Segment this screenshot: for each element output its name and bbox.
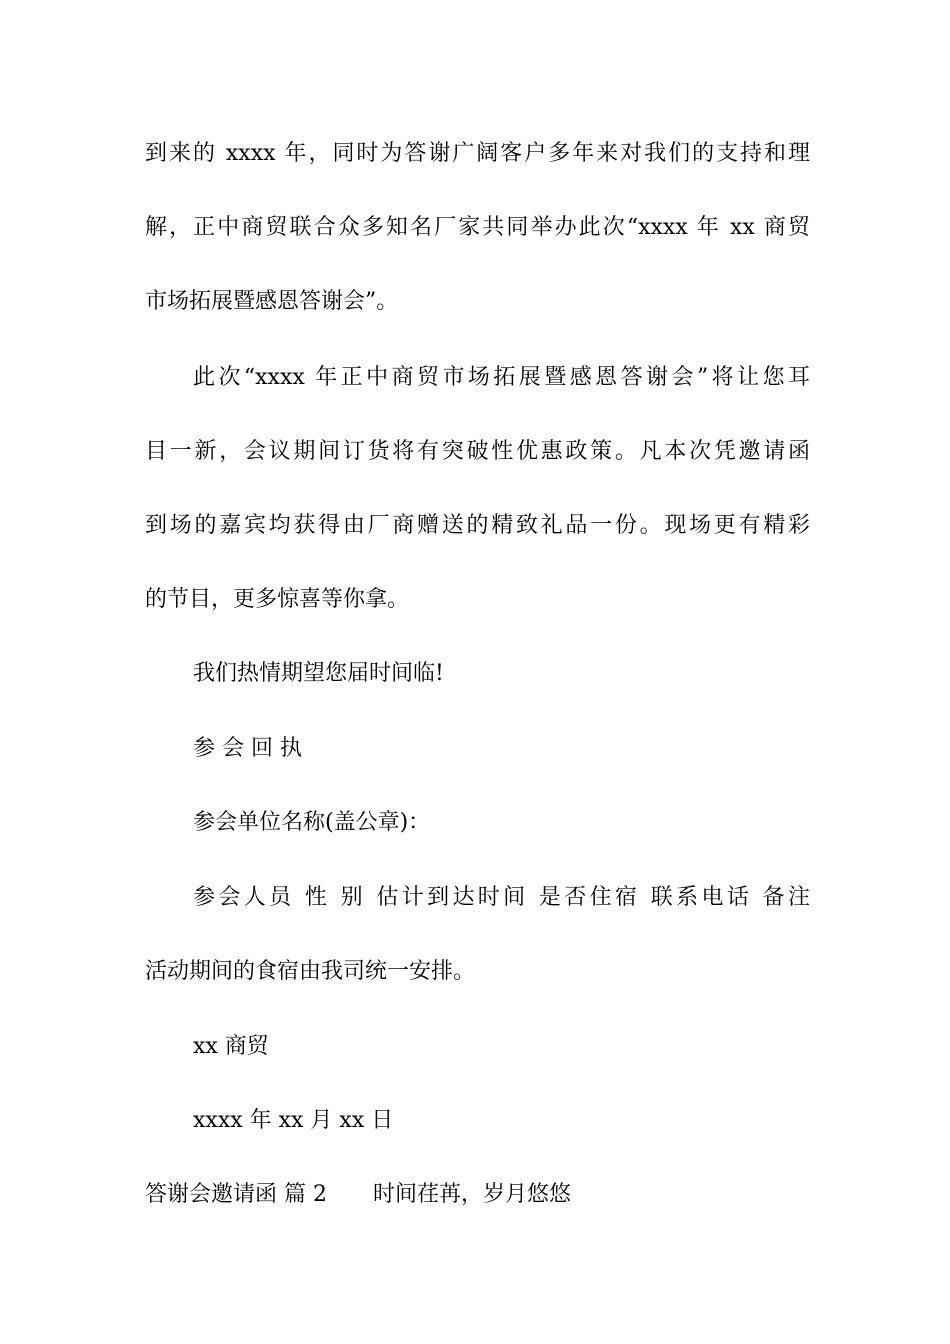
company-name-field: 参会单位名称(盖公章)： [193,810,431,835]
paragraph-2-line-1: 此次“xxxx 年正中商贸市场拓展暨感恩答谢会”将让您耳 [193,365,810,390]
paragraph-1-line-1: 到来的 xxxx 年，同时为答谢广阔客户多年来对我们的支持和理 [145,141,810,166]
paragraph-2-line-4: 的节目，更多惊喜等你拿。 [145,587,410,612]
letter-date: xxxx 年 xx 月 xx 日 [193,1108,394,1133]
paragraph-1-line-3: 市场拓展暨感恩答谢会”。 [145,289,399,314]
paragraph-2-line-3: 到场的嘉宾均获得由厂商赠送的精致礼品一份。现场更有精彩 [145,513,810,538]
paragraph-1-line-2: 解，正中商贸联合众多知名厂家共同举办此次“xxxx 年 xx 商贸 [145,215,810,240]
sender-name: xx 商贸 [193,1034,269,1059]
paragraph-2-line-2: 目一新，会议期间订货将有突破性优惠政策。凡本次凭邀请函 [145,439,810,464]
section-title: 答谢会邀请函 篇 2 [145,1182,327,1207]
welcome-line: 我们热情期望您届时间临! [193,661,444,686]
attendee-table-header: 参会人员 性 别 估计到达时间 是否住宿 联系电话 备注 [193,885,810,910]
section-footer [145,1181,571,1209]
reply-heading: 参 会 回 执 [193,736,302,761]
section-intro: 时间荏苒，岁月悠悠 [372,1182,571,1207]
accommodation-note: 活动期间的食宿由我司统一安排。 [145,959,476,984]
